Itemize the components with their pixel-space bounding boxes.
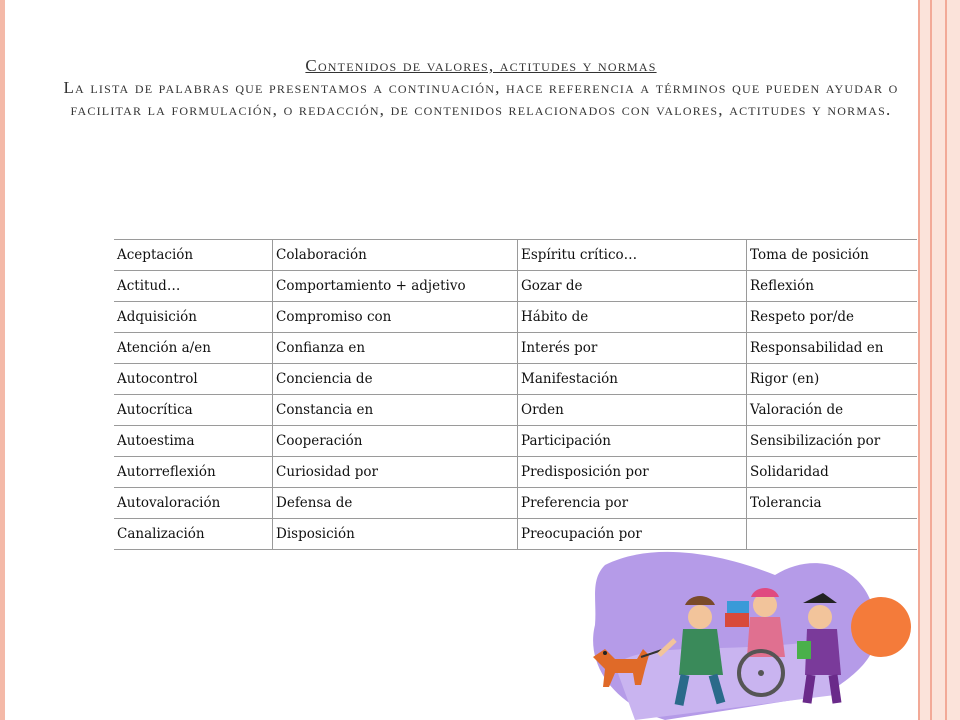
table-row [114, 302, 917, 333]
table-cell: Toma de posición [747, 240, 918, 271]
right-border-line [945, 0, 947, 720]
table-cell: Participación [518, 426, 747, 457]
table-cell: Conciencia de [273, 364, 518, 395]
table-row [114, 240, 917, 271]
right-border-panel [918, 0, 960, 720]
terms-table [114, 239, 917, 550]
table-cell: Comportamiento + adjetivo [273, 271, 518, 302]
table-row [114, 426, 917, 457]
table-cell: Responsabilidad en [747, 333, 918, 364]
table-cell: Atención a/en [114, 333, 273, 364]
table-cell: Autocontrol [114, 364, 273, 395]
table-cell: Rigor (en) [747, 364, 918, 395]
table-cell: Valoración de [747, 395, 918, 426]
table-row [114, 488, 917, 519]
table-cell: Defensa de [273, 488, 518, 519]
table-cell: Respeto por/de [747, 302, 918, 333]
orange-circle-decoration [851, 597, 911, 657]
table-cell: Curiosidad por [273, 457, 518, 488]
table-cell: Autovaloración [114, 488, 273, 519]
table-cell: Colaboración [273, 240, 518, 271]
table-cell: Autorreflexión [114, 457, 273, 488]
right-border-line [930, 0, 932, 720]
table-cell: Canalización [114, 519, 273, 550]
slide-heading: Contenidos de valores, actitudes y normas [305, 56, 657, 75]
table-cell: Disposición [273, 519, 518, 550]
table-cell: Manifestación [518, 364, 747, 395]
table-cell: Cooperación [273, 426, 518, 457]
slide-title-block [60, 55, 902, 121]
table-cell: Orden [518, 395, 747, 426]
left-border-stripe [0, 0, 5, 720]
table-cell: Gozar de [518, 271, 747, 302]
slide-intro-text: La lista de palabras que presentamos a continuación, hace referencia a términos que pueden ayudar o facilitar la formulación, o redacción, de contenidos relacionados con valores, actitudes y normas. [63, 78, 899, 119]
right-border-line [918, 0, 920, 720]
table-row [114, 364, 917, 395]
table-cell: Espíritu crítico… [518, 240, 747, 271]
table-cell: Adquisición [114, 302, 273, 333]
table-cell: Autocrítica [114, 395, 273, 426]
table-cell: Compromiso con [273, 302, 518, 333]
table-cell: Interés por [518, 333, 747, 364]
table-cell: Reflexión [747, 271, 918, 302]
table-cell: Actitud… [114, 271, 273, 302]
table-cell: Preferencia por [518, 488, 747, 519]
table-cell: Autoestima [114, 426, 273, 457]
table-cell: Hábito de [518, 302, 747, 333]
table-cell: Confianza en [273, 333, 518, 364]
table-cell: Aceptación [114, 240, 273, 271]
table-cell: Preocupación por [518, 519, 747, 550]
table-row [114, 395, 917, 426]
table-cell: Tolerancia [747, 488, 918, 519]
table-cell: Constancia en [273, 395, 518, 426]
table-cell: Sensibilización por [747, 426, 918, 457]
table-row [114, 457, 917, 488]
table-row [114, 271, 917, 302]
table-cell: Predisposición por [518, 457, 747, 488]
students-with-dog-clipart [575, 545, 915, 720]
table-cell: Solidaridad [747, 457, 918, 488]
table-row [114, 333, 917, 364]
